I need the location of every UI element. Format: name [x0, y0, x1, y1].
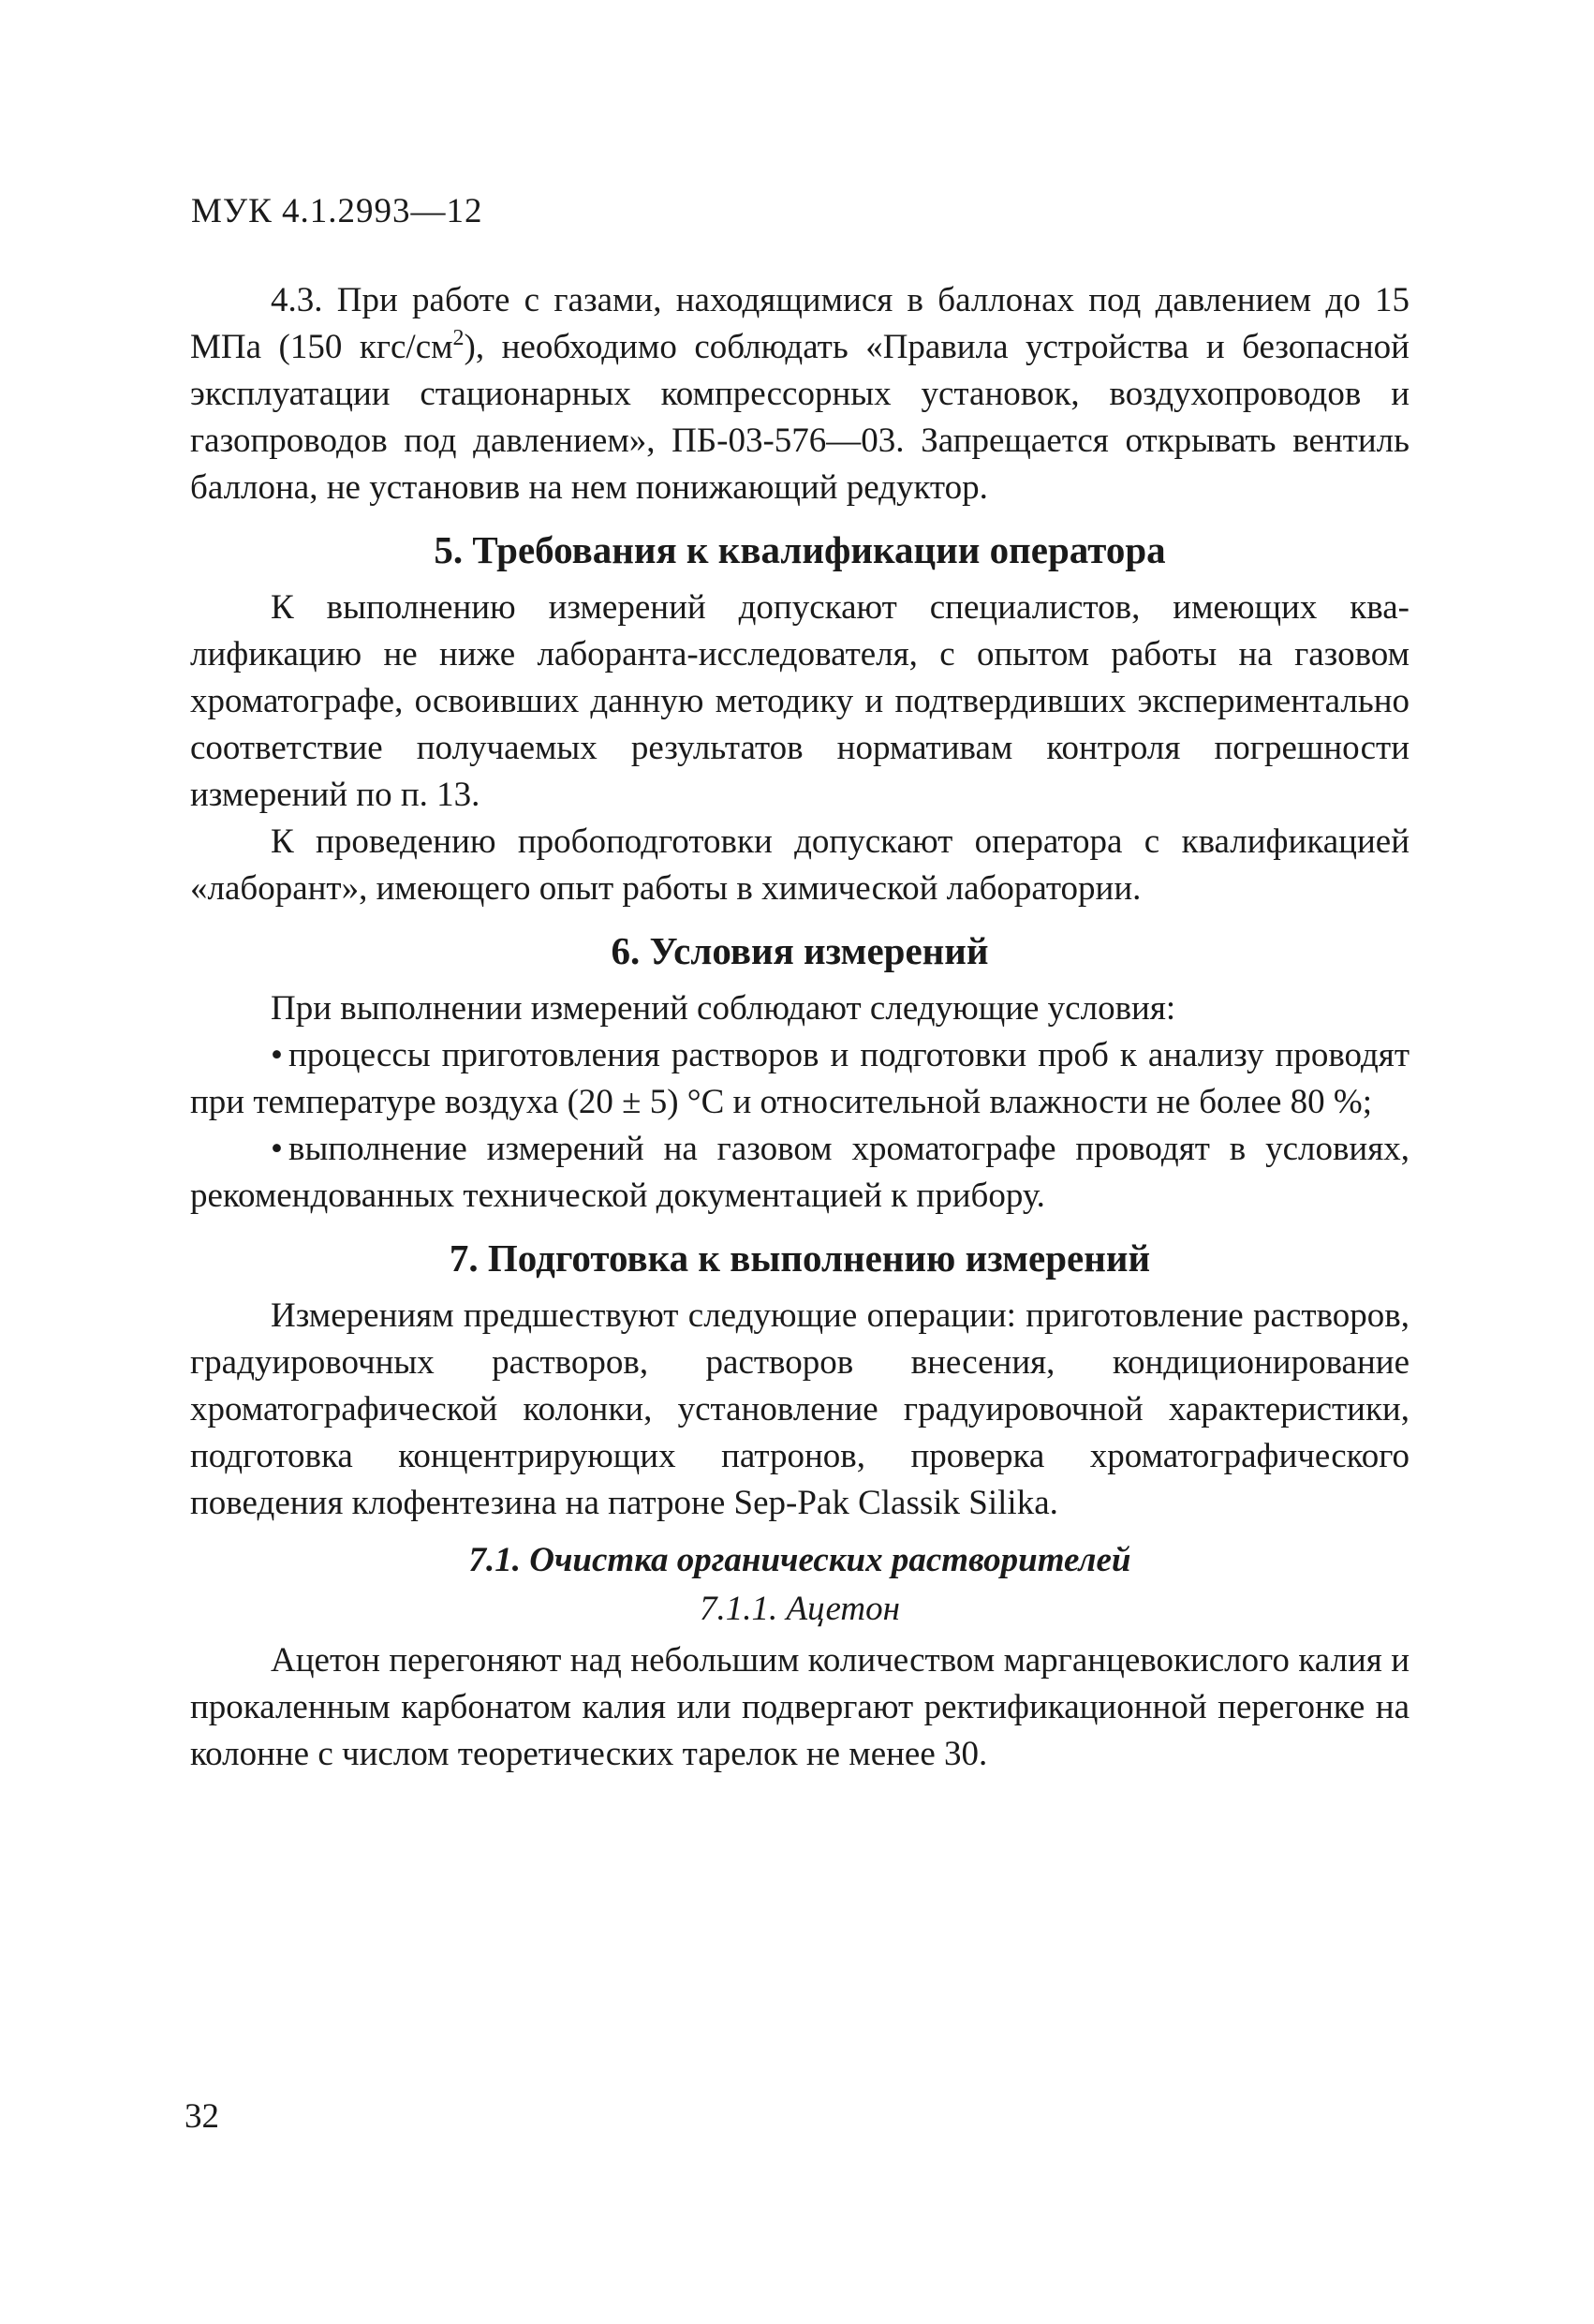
subsection-7-1-title: 7.1. Очистка органических растворителей [468, 1541, 1131, 1579]
section-6-intro: При выполнении измерений соблюдают следующие условия: [271, 989, 1176, 1028]
bullet-text: выполнение измерений на газовом хроматографе проводят в условиях, рекомендованных технической документацией к прибору. [190, 1130, 1410, 1215]
section-6-bullet-1 [190, 1032, 1410, 1126]
section-6-title: 6. Условия измерений [611, 929, 989, 972]
paragraph-4-3-lead: 4.3. При работе с газами, находящимися в баллонах под давлением до 15 МПа (150 кгс/см [190, 281, 1410, 366]
superscript-2: 2 [452, 326, 465, 350]
bullet-icon: • [271, 1036, 283, 1074]
document-code-header: МУК 4.1.2993—12 [191, 192, 483, 230]
subsection-7-1-1-title: 7.1.1. Ацетон [699, 1590, 901, 1628]
page-number: 32 [184, 2097, 219, 2136]
section-5-title: 5. Требования к квалификации оператора [434, 528, 1166, 571]
section-7-title: 7. Подготовка к выполнению измерений [449, 1236, 1151, 1280]
section-6-bullet-2 [190, 1126, 1410, 1220]
paragraph-4-3-tail: ), необходимо соблюдать «Правила устройства и безопасной эксплуатации стационарных компрессорных установок, воздухопроводов и газопроводов под давлением», ПБ-03-576—03. Запрещается открывать вентиль баллона, не установив на нем понижающий редуктор. [190, 328, 1410, 507]
paragraph-4-3 [190, 277, 1410, 511]
subsection-7-1-1-paragraph: Ацетон перегоняют над небольшим количеством марганцевокислого калия и прокаленным карбонатом калия или подвергают ректификационной перегонке на колонне с числом теоретических тарелок не менее 30. [190, 1641, 1410, 1773]
bullet-icon: • [271, 1130, 283, 1168]
bullet-text: процессы приготовления растворов и подготовки проб к анализу проводят при температуре воздуха (20 ± 5) °С и относительной влажности не более 80 %; [190, 1036, 1410, 1121]
section-5-paragraph-2: К проведению пробоподготовки допускают оператора с квалификацией «лаборант», имеющего опыт работы в химической лаборатории. [190, 822, 1410, 908]
section-5-paragraph-1: К выполнению измерений допускают специалистов, имеющих квалификацию не ниже лаборанта-исследователя, с опытом работы на газовом хроматографе, освоивших данную методику и подтвердивших экспериментально соответствие получаемых результатов нормативам контроля погрешности измерений по п. 13. [190, 588, 1410, 814]
document-body [190, 277, 1410, 1778]
section-7-paragraph: Измерениям предшествуют следующие операции: приготовление растворов, градуировочных растворов, растворов внесения, кондиционирование хроматографической колонки, установление градуировочной характеристики, подготовка концентрирующих патронов, проверка хроматографического поведения клофентезина на патроне Sep-Pak Classik Silika. [190, 1296, 1410, 1522]
